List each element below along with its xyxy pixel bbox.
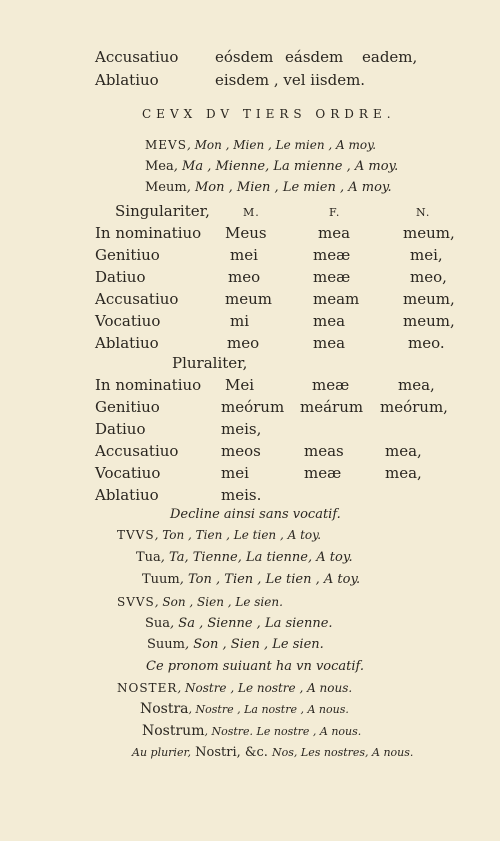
form-masc: Mei [225, 376, 255, 394]
form-neut: meórum, [380, 398, 448, 416]
form-neut: mea, [385, 442, 422, 460]
form-fem: meam [313, 290, 360, 308]
paradigm-line [142, 723, 361, 739]
lemma: Nostrum [142, 723, 205, 739]
form-all: meis, [221, 420, 262, 438]
paradigm-line [140, 701, 349, 717]
lemma: Mea [145, 159, 174, 174]
gloss: , Son , Sien , Le sien. [184, 637, 324, 652]
form-fem: mea [318, 224, 351, 242]
paradigm-line [117, 681, 352, 695]
lemma: Sua [145, 616, 171, 631]
case-label: Accusatiuo [95, 290, 179, 308]
form-neut: meum, [403, 290, 455, 308]
gloss: , Ma , Mienne, La mienne , A moy. [173, 159, 399, 174]
form-fem: eásdem [285, 48, 344, 66]
paradigm-line [136, 550, 353, 565]
form-neut: eadem, [362, 48, 418, 66]
form-masc: meum [225, 290, 272, 308]
column-header-f: F. [329, 206, 341, 219]
lemma: Nostra [140, 701, 189, 717]
form-fem: mea [313, 334, 346, 352]
form-masc: mei [230, 246, 258, 264]
form-masc: Meus [225, 224, 267, 242]
paradigm-line [117, 595, 283, 609]
form-neut: meum, [403, 312, 455, 330]
form-neut: mea, [398, 376, 435, 394]
gloss: , Nostre , La nostre , A nous. [188, 703, 349, 716]
gloss: , Ton , Tien , Le tien , A toy. [154, 528, 322, 542]
form-masc: meórum [221, 398, 285, 416]
case-label: Vocatiuo [95, 464, 161, 482]
section-heading: CEVX DV TIERS ORDRE. [142, 107, 396, 121]
lemma: Tuum [142, 572, 180, 587]
form-neut: mea, [385, 464, 422, 482]
gloss: , Mon , Mien , Le mien , A moy. [186, 138, 377, 152]
form-fem: mea [313, 312, 346, 330]
gloss: , Mon , Mien , Le mien , A moy. [186, 180, 392, 195]
form-all: meis. [221, 486, 262, 504]
paradigm-line [145, 138, 376, 152]
case-label: Accusatiuo [95, 48, 179, 66]
lemma: SVVS [117, 595, 155, 609]
case-label: Genitiuo [95, 398, 160, 416]
form-fem: meæ [312, 376, 350, 394]
gloss: , Nostre. Le nostre , A nous. [204, 725, 362, 738]
lemma: Tua [136, 550, 161, 565]
form-neut: meo, [410, 268, 447, 286]
gloss: , Son , Sien , Le sien. [154, 595, 283, 609]
instruction-note: Decline ainsi sans vocatif. [170, 507, 341, 522]
lemma: Nostri, &c. [195, 745, 268, 760]
case-label: Accusatiuo [95, 442, 179, 460]
lemma: TVVS [117, 528, 155, 542]
lemma: NOSTER [117, 681, 178, 695]
instruction-note: Ce pronom suiuant ha vn vocatif. [146, 659, 365, 674]
lemma: Suum [147, 637, 185, 652]
form-masc: meo [228, 268, 261, 286]
form-fem: meárum [300, 398, 364, 416]
number-label: Pluraliter, [172, 354, 248, 372]
case-label: Datiuo [95, 420, 146, 438]
form-masc: mei [221, 464, 249, 482]
form-fem: meæ [313, 246, 351, 264]
case-label: Genitiuo [95, 246, 160, 264]
lead: Au plurier, [132, 746, 192, 759]
form-masc: meos [221, 442, 261, 460]
gloss: Nos, Les nostres, A nous. [272, 746, 414, 759]
form-masc: eósdem [215, 48, 274, 66]
lemma: Meum [145, 180, 187, 195]
column-header-m: M. [243, 206, 260, 219]
case-label: Vocatiuo [95, 312, 161, 330]
case-label: Ablatiuo [95, 486, 159, 504]
gloss: , Nostre , Le nostre , A nous. [177, 681, 353, 695]
form-masc: meo [227, 334, 260, 352]
form-masc: mi [230, 312, 250, 330]
form-fem: meæ [313, 268, 351, 286]
form-fem: meas [304, 442, 344, 460]
case-label: Datiuo [95, 268, 146, 286]
case-label: Ablatiuo [95, 334, 159, 352]
paradigm-line [132, 745, 413, 760]
paradigm-line [117, 528, 321, 542]
column-header-n: N. [416, 206, 431, 219]
paradigm-line [145, 159, 398, 174]
paradigm-line [147, 637, 324, 652]
case-label: In nominatiuo [95, 224, 202, 242]
gloss: , Sa , Sienne , La sienne. [170, 616, 333, 631]
paradigm-line [145, 180, 392, 195]
case-label: In nominatiuo [95, 376, 202, 394]
form-all: eisdem , vel iisdem. [215, 71, 366, 89]
gloss: , Ton , Tien , Le tien , A toy. [179, 572, 361, 587]
number-label: Singulariter, [115, 202, 210, 220]
gloss: , Ta, Tienne, La tienne, A toy. [160, 550, 353, 565]
form-neut: meum, [403, 224, 455, 242]
form-fem: meæ [304, 464, 342, 482]
case-label: Ablatiuo [95, 71, 159, 89]
form-neut: mei, [410, 246, 443, 264]
paradigm-line [142, 572, 360, 587]
form-neut: meo. [408, 334, 445, 352]
paradigm-line [145, 616, 333, 631]
lemma: MEVS [145, 138, 187, 152]
